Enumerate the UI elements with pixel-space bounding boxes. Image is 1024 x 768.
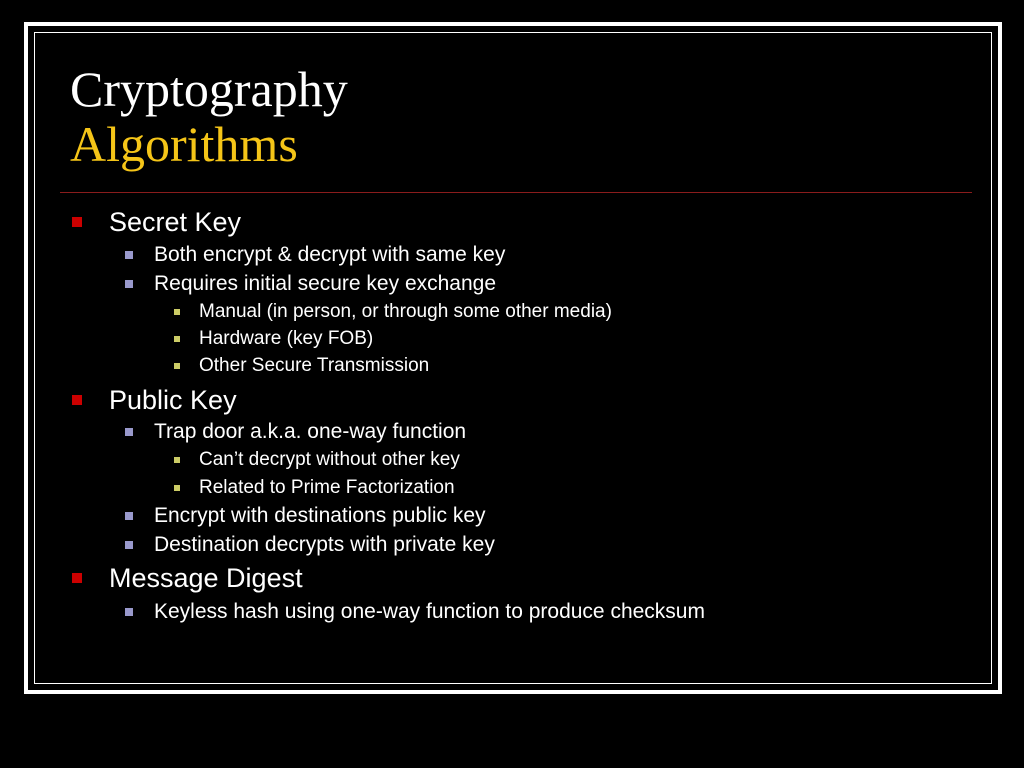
slide-title-line1: Cryptography	[70, 61, 348, 117]
bullet-text-level2: Both encrypt & decrypt with same key	[154, 243, 506, 266]
bullet-text-level2: Trap door a.k.a. one-way function	[154, 420, 467, 443]
bullet-text-level3: Manual (in person, or through some other media)	[199, 301, 612, 322]
bullet-text-level3: Related to Prime Factorization	[199, 477, 455, 498]
bullet-marker-level3	[174, 336, 180, 342]
bullet-marker-level2	[125, 251, 133, 259]
bullet-text-level3: Can’t decrypt without other key	[199, 449, 460, 470]
bullet-marker-level1	[72, 217, 82, 227]
bullet-marker-level3	[174, 457, 180, 463]
bullet-marker-level2	[125, 512, 133, 520]
bullet-marker-level3	[174, 363, 180, 369]
bullet-marker-level1	[72, 573, 82, 583]
bullet-text-level2: Encrypt with destinations public key	[154, 504, 486, 527]
bullet-text-level1: Public Key	[109, 385, 237, 415]
bullet-marker-level2	[125, 280, 133, 288]
bullet-marker-level2	[125, 608, 133, 616]
slide-title-line2: Algorithms	[70, 116, 298, 172]
bullet-text-level2: Requires initial secure key exchange	[154, 272, 497, 295]
bullet-text-level3: Other Secure Transmission	[199, 355, 430, 376]
bullet-text-level2: Keyless hash using one-way function to produce checksum	[154, 600, 705, 623]
bullet-marker-level1	[72, 395, 82, 405]
bullet-text-level1: Message Digest	[109, 563, 303, 593]
bullet-marker-level3	[174, 309, 180, 315]
bullet-marker-level3	[174, 485, 180, 491]
bullet-marker-level2	[125, 541, 133, 549]
bullet-text-level2: Destination decrypts with private key	[154, 533, 495, 556]
bullet-text-level1: Secret Key	[109, 207, 242, 237]
bullet-marker-level2	[125, 428, 133, 436]
bullet-text-level3: Hardware (key FOB)	[199, 328, 374, 349]
